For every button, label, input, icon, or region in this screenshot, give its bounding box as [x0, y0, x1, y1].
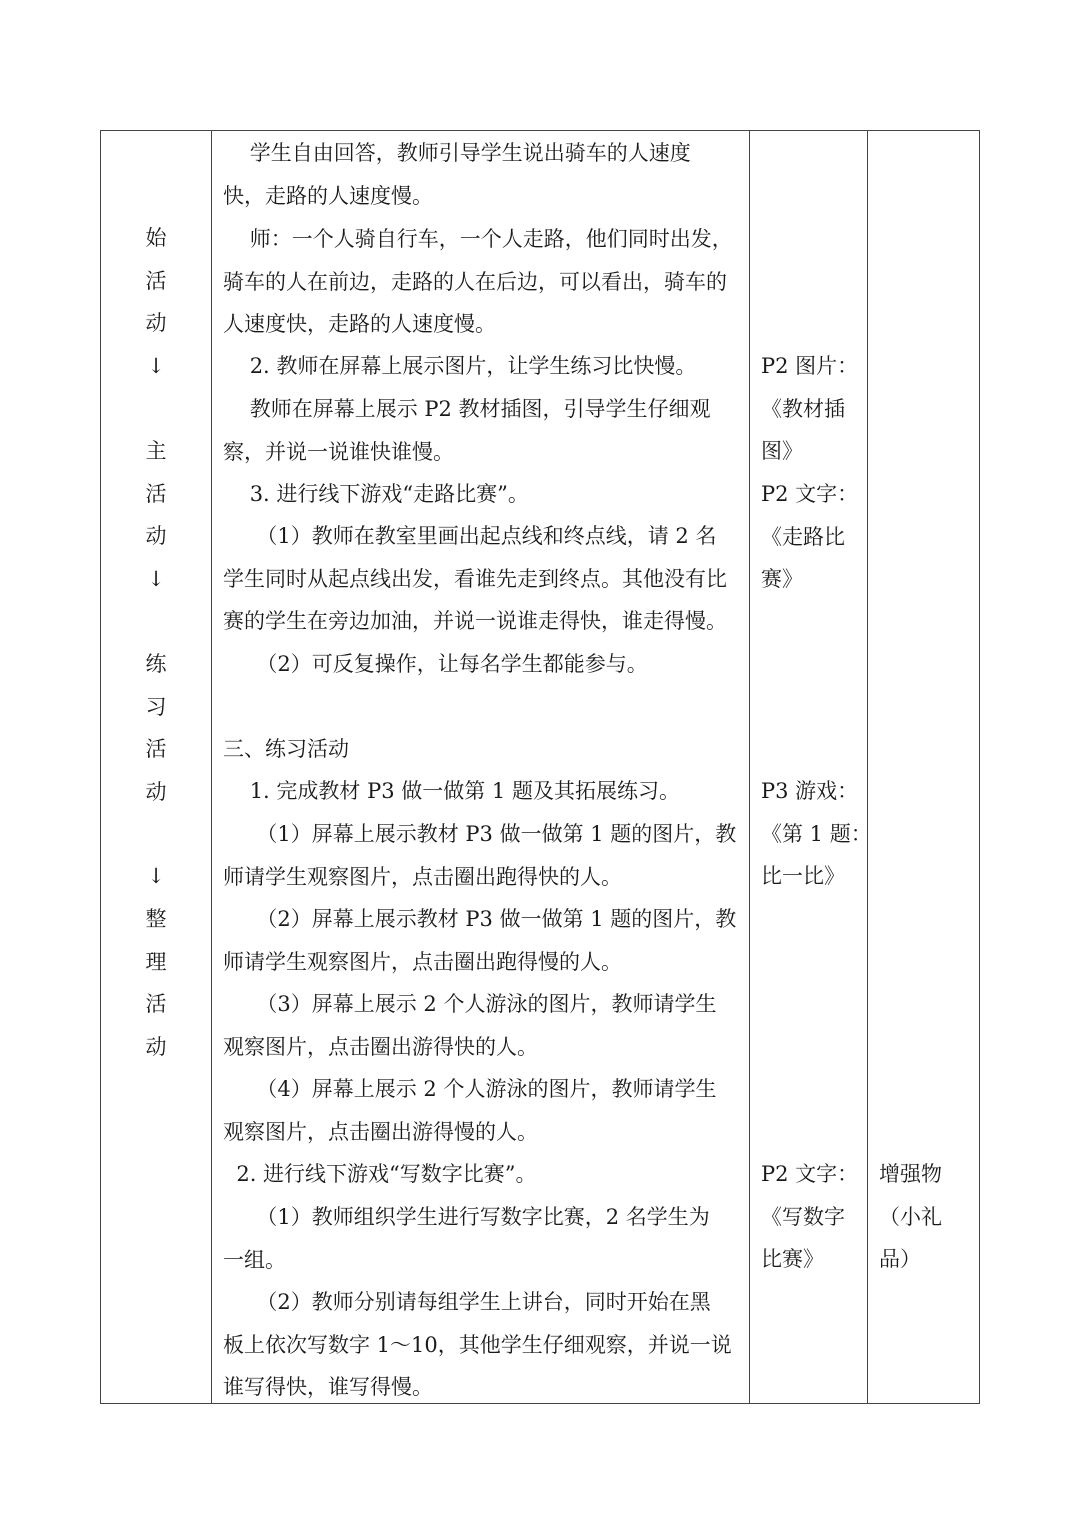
- content-paragraph: （1）屏幕上展示教材 P3 做一做第 1 题的图片，教 师请学生观察图片，点击圈出跑得快的人。: [223, 822, 737, 889]
- stage-label-main: 主 活 动 ↓: [145, 439, 167, 591]
- column-divider: [867, 131, 868, 1403]
- column-divider: [211, 131, 212, 1403]
- content-paragraph: 1. 完成教材 P3 做一做第 1 题及其拓展练习。: [223, 779, 680, 803]
- section-heading: 三、练习活动: [223, 737, 349, 761]
- lesson-plan-table: [100, 130, 980, 1404]
- stage-column: [101, 131, 211, 1403]
- content-paragraph: 3. 进行线下游戏“走路比赛”。: [223, 482, 529, 506]
- resource-item: P2 文字： 《走路比 赛》: [761, 482, 859, 592]
- note-item: 增强物 （小礼 品）: [879, 1162, 942, 1272]
- stage-label-practice: 练 习 活 动: [145, 652, 167, 804]
- resource-item: P3 游戏： 《第 1 题： 比一比》: [761, 779, 872, 889]
- resource-item: P2 图片： 《教材插 图》: [761, 354, 859, 464]
- content-paragraph: （3）屏幕上展示 2 个人游泳的图片，教师请学生 观察图片，点击圈出游得快的人。: [223, 992, 717, 1059]
- content-paragraph: 2. 教师在屏幕上展示图片，让学生练习比快慢。: [223, 354, 697, 378]
- stage-arrow: ↓: [147, 864, 165, 888]
- content-paragraph: （1）教师组织学生进行写数字比赛，2 名学生为 一组。: [223, 1205, 710, 1272]
- content-paragraph: 2. 进行线下游戏“写数字比赛”。: [223, 1162, 537, 1186]
- stage-label-start: 始 活 动 ↓: [145, 226, 167, 378]
- content-paragraph: 师：一个人骑自行车，一个人走路，他们同时出发， 骑车的人在前边，走路的人在后边，可以看出，骑车的 人速度快，走路的人速度慢。: [223, 227, 733, 337]
- column-divider: [749, 131, 750, 1403]
- stage-label-summary: 整 理 活 动: [145, 907, 167, 1059]
- content-paragraph: 教师在屏幕上展示 P2 教材插图，引导学生仔细观 察，并说一说谁快谁慢。: [223, 397, 711, 464]
- content-paragraph: （1）教师在教室里画出起点线和终点线，请 2 名 学生同时从起点线出发，看谁先走到终点。其他没有比 赛的学生在旁边加油，并说一说谁走得快，谁走得慢。: [223, 524, 727, 634]
- content-paragraph: （2）可反复操作，让每名学生都能参与。: [223, 652, 648, 676]
- resource-item: P2 文字： 《写数字 比赛》: [761, 1162, 859, 1272]
- content-paragraph: 学生自由回答，教师引导学生说出骑车的人速度 快，走路的人速度慢。: [223, 141, 691, 208]
- content-paragraph: （4）屏幕上展示 2 个人游泳的图片，教师请学生 观察图片，点击圈出游得慢的人。: [223, 1077, 717, 1144]
- content-paragraph: （2）屏幕上展示教材 P3 做一做第 1 题的图片，教 师请学生观察图片，点击圈出跑得慢的人。: [223, 907, 737, 974]
- content-paragraph: （2）教师分别请每组学生上讲台，同时开始在黑 板上依次写数字 1～10，其他学生仔细观察，并说一说 谁写得快，谁写得慢。: [223, 1290, 732, 1400]
